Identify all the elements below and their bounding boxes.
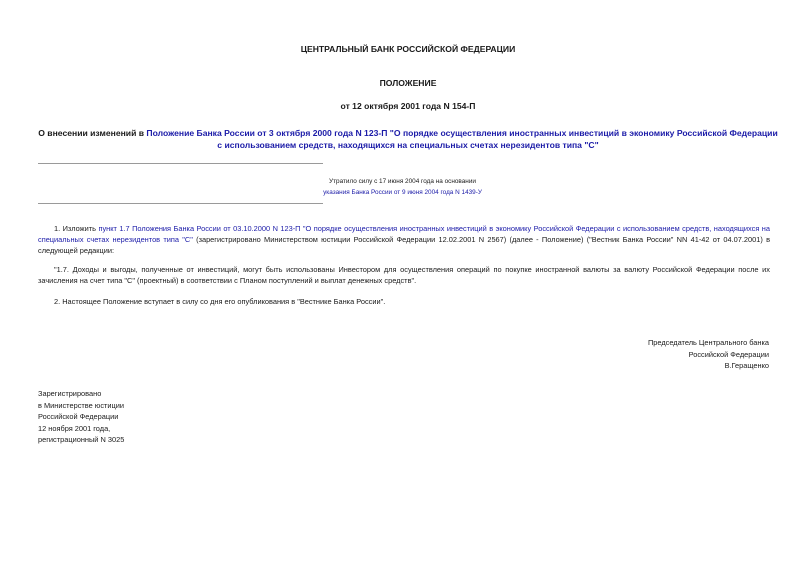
signatory-name: В.Геращенко [724,361,769,370]
paragraph-1 [38,223,770,256]
signatory-organization: Российской Федерации [688,349,769,359]
repeal-order-link[interactable]: указания Банка России от 9 июня 2004 года N 1439-У [323,189,482,196]
separator-bottom [38,203,323,204]
separator-top [38,163,323,164]
title-amended-regulation-link[interactable]: Положение Банка России от 3 октября 2000 года N 123-П "О порядке осуществления иностранных инвестиций в экономику Российской Федерации с использованием средств, находящихся на специальных счетах нерезидентов типа "С" [146,128,778,150]
registration-number: регистрационный N 3025 [38,435,125,444]
paragraph-quote-1-7: "1.7. Доходы и выгоды, полученные от инвестиций, могут быть использованы Инвестором для осуществления операций по покупке иностранной валюты за валюту Российской Федерации после их зачисления на счет типа "С" (проектный) в соответствии с Планом поступлений и выплат денежных средств". [38,265,770,285]
p1-suffix: (зарегистрировано Министерством юстиции Российской Федерации 12.02.2001 N 2567) (далее - Положение) ("Вестник Банка России" NN 41-42 от 04.07.2001) в следующей редакции: [38,235,770,255]
registration-line-1: Зарегистрировано [38,389,102,398]
registration-line-2: в Министерстве юстиции [38,400,125,410]
registration-block [38,388,124,446]
registration-line-3: Российской Федерации [38,412,119,421]
repeal-status [300,176,505,198]
signature-block [648,337,769,372]
repeal-status-text: Утратило силу с 17 июня 2004 года на основании [329,178,476,185]
issuer-heading: ЦЕНТРАЛЬНЫЙ БАНК РОССИЙСКОЙ ФЕДЕРАЦИИ [300,44,516,54]
paragraph-2: 2. Настоящее Положение вступает в силу со дня его опубликования в "Вестнике Банка России". [54,297,386,306]
title-prefix: О внесении изменений в [38,128,147,138]
p1-prefix: 1. Изложить [54,224,99,233]
document-title [38,128,778,151]
signatory-position: Председатель Центрального банка [647,338,769,347]
document-date: от 12 октября 2001 года N 154-П [340,101,476,111]
registration-date: 12 ноября 2001 года, [38,423,111,433]
p1-regulation-link[interactable]: пункт 1.7 Положения Банка России от 03.10.2000 N 123-П "О порядке осуществления иностранных инвестиций в экономику Российской Федерации с использованием средств, находящихся на специальных счетах нерезидентов типа "С" [38,224,770,244]
document-type: ПОЛОЖЕНИЕ [379,78,437,88]
